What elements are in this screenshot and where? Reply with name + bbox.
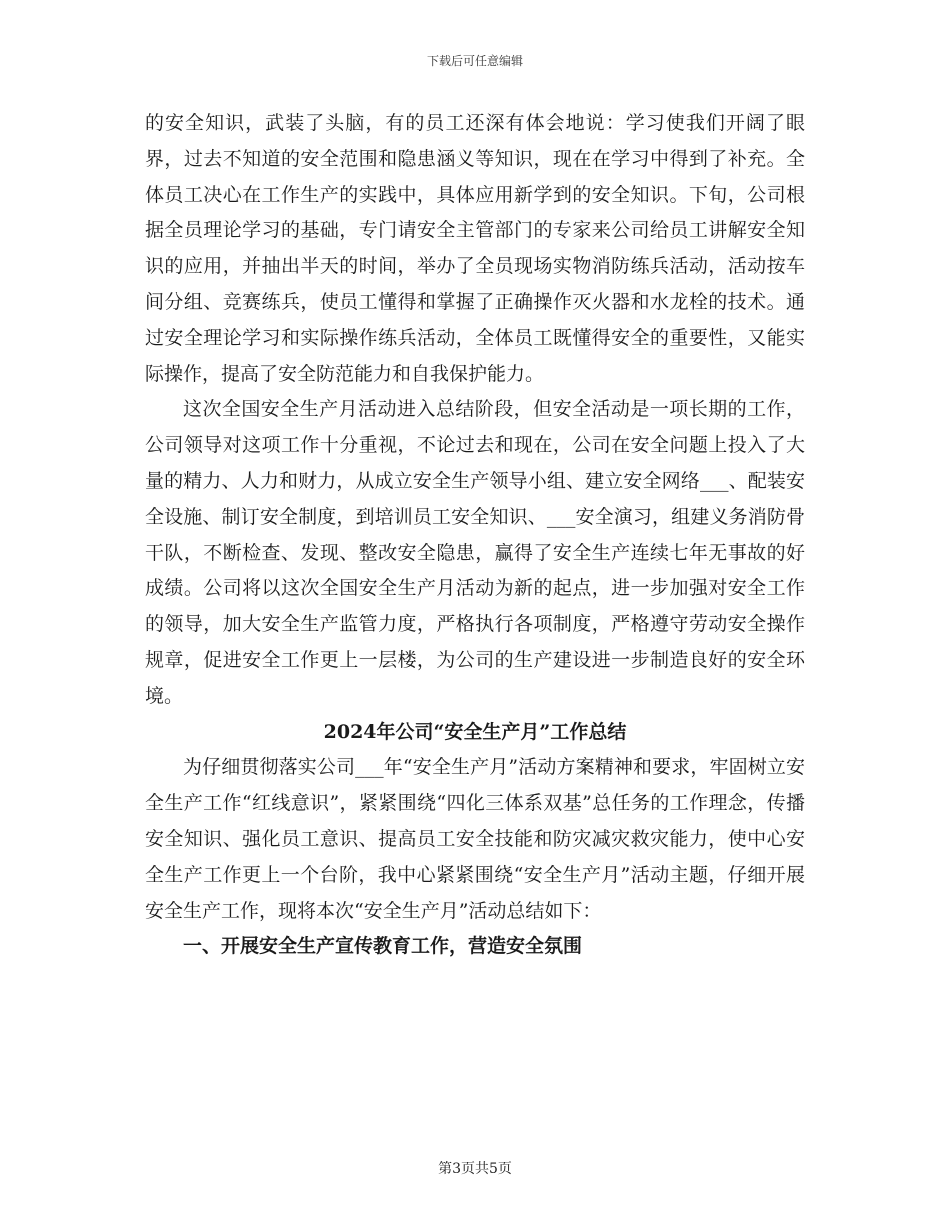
document-title: 2024年公司“安全生产月”工作总结 xyxy=(323,720,627,743)
body-paragraph-2: 这次全国安全生产月活动进入总结阶段，但安全活动是一项长期的工作，公司领导对这项工作十分重视，不论过去和现在，公司在安全问题上投入了大量的精力、人力和财力，从成立安全生产领导小组、建立安全网络___、配装安全设施、制订安全制度，到培训员工安全知识、___安全演习，组建义务消防骨干队，不断检查、发现、整改安全隐患，赢得了安全生产连续七年无事故的好成绩。公司将以这次全国安全生产月活动为新的起点，进一步加强对安全工作的领导，加大安全生产监管力度，严格执行各项制度，严格遵守劳动安全操作规章，促进安全工作更上一层楼，为公司的生产建设进一步制造良好的安全环境。 xyxy=(145,398,805,707)
page-header: 下载后可任意编辑 xyxy=(426,54,523,68)
document-body xyxy=(145,106,805,965)
body-paragraph-1: 的安全知识，武装了头脑，有的员工还深有体会地说：学习使我们开阔了眼界，过去不知道的安全范围和隐患涵义等知识，现在在学习中得到了补充。全体员工决心在工作生产的实践中，具体应用新学到的安全知识。下旬，公司根据全员理论学习的基础，专门请安全主管部门的专家来公司给员工讲解安全知识的应用，并抽出半天的时间，举办了全员现场实物消防练兵活动，活动按车间分组、竞赛练兵，使员工懂得和掌握了正确操作灭火器和水龙栓的技术。通过安全理论学习和实际操作练兵活动，全体员工既懂得安全的重要性，又能实际操作，提高了安全防范能力和自我保护能力。 xyxy=(145,112,805,385)
page-footer: 第3页共5页 xyxy=(438,1161,512,1177)
section-heading-1: 一、开展安全生产宣传教育工作，营造安全氛围 xyxy=(183,935,583,958)
body-paragraph-3: 为仔细贯彻落实公司___年“安全生产月”活动方案精神和要求，牢固树立安全生产工作“红线意识”，紧紧围绕“四化三体系双基”总任务的工作理念，传播安全知识、强化员工意识、提高员工安全技能和防灾减灾救灾能力，使中心安全生产工作更上一个台阶，我中心紧紧围绕“安全生产月”活动主题，仔细开展安全生产工作，现将本次“安全生产月”活动总结如下： xyxy=(145,756,805,922)
